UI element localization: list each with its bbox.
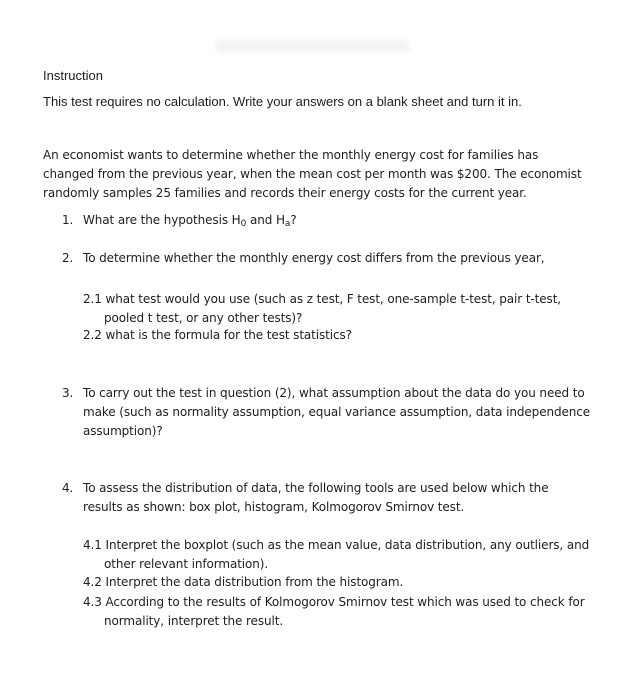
question-number: 2. [62, 251, 74, 265]
subquestion-2-2: 2.2 what is the formula for the test statistics? [83, 328, 352, 342]
question-1 [62, 211, 592, 230]
question-number: 1. [62, 213, 74, 227]
question-text: To carry out the test in question (2), what assumption about the data do you need to make (such as normality assumption, equal variance assumption, data independence assumption)? [83, 386, 591, 438]
question-text: To determine whether the monthly energy cost differs from the previous year, [83, 251, 545, 265]
problem-line: randomly samples 25 families and records their energy costs for the current year. [43, 186, 527, 200]
blurred-header-text [215, 40, 410, 52]
question-3 [62, 384, 592, 441]
subquestion-4-2: 4.2 Interpret the data distribution from the histogram. [83, 575, 404, 589]
subquestion-4-1: 4.1 Interpret the boxplot (such as the mean value, data distribution, any outliers, and other relevant information). [83, 538, 590, 571]
question-4 [62, 479, 592, 517]
question-text: What are the hypothesis $H_0$ and $H_a$? [83, 213, 297, 229]
subquestion-4-3: 4.3 According to the results of Kolmogorov Smirnov test which was used to check for normality, interpret the result. [83, 595, 585, 628]
problem-line: An economist wants to determine whether the monthly energy cost for families has [43, 148, 539, 162]
question-number: 3. [62, 386, 74, 400]
instruction-text: This test requires no calculation. Write your answers on a blank sheet and turn it in. [43, 94, 522, 109]
instruction-heading: Instruction [43, 68, 103, 83]
question-2 [62, 249, 592, 268]
question-text: To assess the distribution of data, the following tools are used below which the results as shown: box plot, histogram, Kolmogorov Smirnov test. [83, 481, 549, 514]
subquestion-2-1: 2.1 what test would you use (such as z test, F test, one-sample t-test, pair t-test, pooled t test, or any other tests)? [83, 292, 562, 325]
problem-line: changed from the previous year, when the mean cost per month was $200. The economist [43, 167, 582, 181]
question-number: 4. [62, 481, 74, 495]
problem-statement [43, 146, 588, 203]
